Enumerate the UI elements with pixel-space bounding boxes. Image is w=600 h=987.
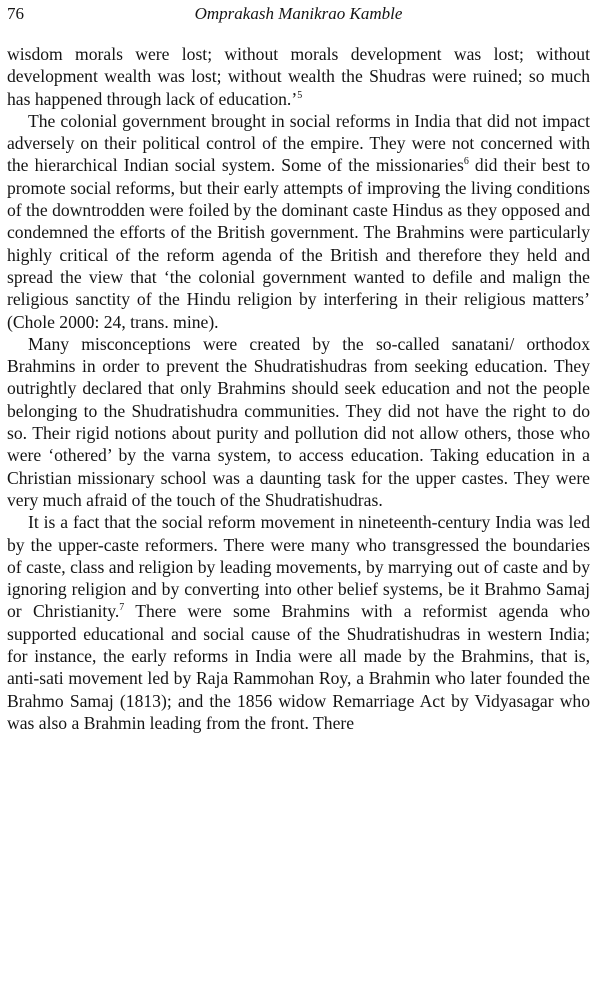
paragraph-text: There were some Brahmins with a reformist agenda who supported educational and social cause of the Shudratishudras in western India; for instance, the early reforms in India were all made by the Brahmins, that is, anti-sati movement led by Raja Rammohan Roy, a Brahmin who later founded the Brahmo Samaj (1813); and the 1856 widow Remarriage Act by Vidyasagar who was also a Brahmin leading from the front. There <box>7 601 590 733</box>
running-head: Omprakash Manikrao Kamble <box>194 4 403 23</box>
page-number: 76 <box>7 4 24 23</box>
paragraph-2 <box>7 110 590 333</box>
paragraph-3 <box>7 333 590 511</box>
paragraph-text: Many misconceptions were created by the so-called sanatani/ orthodox Brahmins in order to prevent the Shudratishudras from seeking education. They outrightly declared that only Brahmins should seek education and not the people belonging to the Shudratishudra communities. They did not have the right to do so. Their rigid notions about purity and pollution did not allow others, those who were ‘othered’ by the varna system, to access education. Taking education in a Christian missionary school was a daunting task for the upper castes. They were very much afraid of the touch of the Shudratishudras. <box>7 333 590 510</box>
footnote-ref: 6 <box>463 156 469 168</box>
paragraph-text: wisdom morals were lost; without morals development was lost; without development wealth was lost; without wealth the Shudras were ruined; so much has happened through lack of education.’ <box>7 44 590 109</box>
body-text <box>7 43 590 734</box>
page-header <box>7 2 590 30</box>
paragraph-4 <box>7 511 590 734</box>
paragraph-text: did their best to promote social reforms, but their early attempts of improving the living conditions of the downtrodden were foiled by the dominant caste Hindus as they opposed and condemned the efforts of the British government. The Brahmins were particularly highly critical of the reform agenda of the British and therefore they held and spread the view that ‘the colonial government wanted to defile and malign the religious sanctity of the Hindu religion by interfering in their religious matters’ (Chole 2000: 24, trans. mine). <box>7 155 590 332</box>
footnote-ref: 5 <box>297 89 303 101</box>
paragraph-text: The colonial government brought in social reforms in India that did not impact adversely on their political control of the empire. They were not concerned with the hierarchical Indian social system. Some of the missionaries <box>7 110 590 176</box>
paragraph-1 <box>7 43 590 110</box>
footnote-ref: 7 <box>119 602 125 614</box>
paragraph-text: It is a fact that the social reform movement in nineteenth-century India was led by the upper-caste reformers. There were many who transgressed the boundaries of caste, class and religion by leading movements, by marrying out of caste and by ignoring religion and by converting into other belief systems, be it Brahmo Samaj or Christianity. <box>7 512 590 622</box>
